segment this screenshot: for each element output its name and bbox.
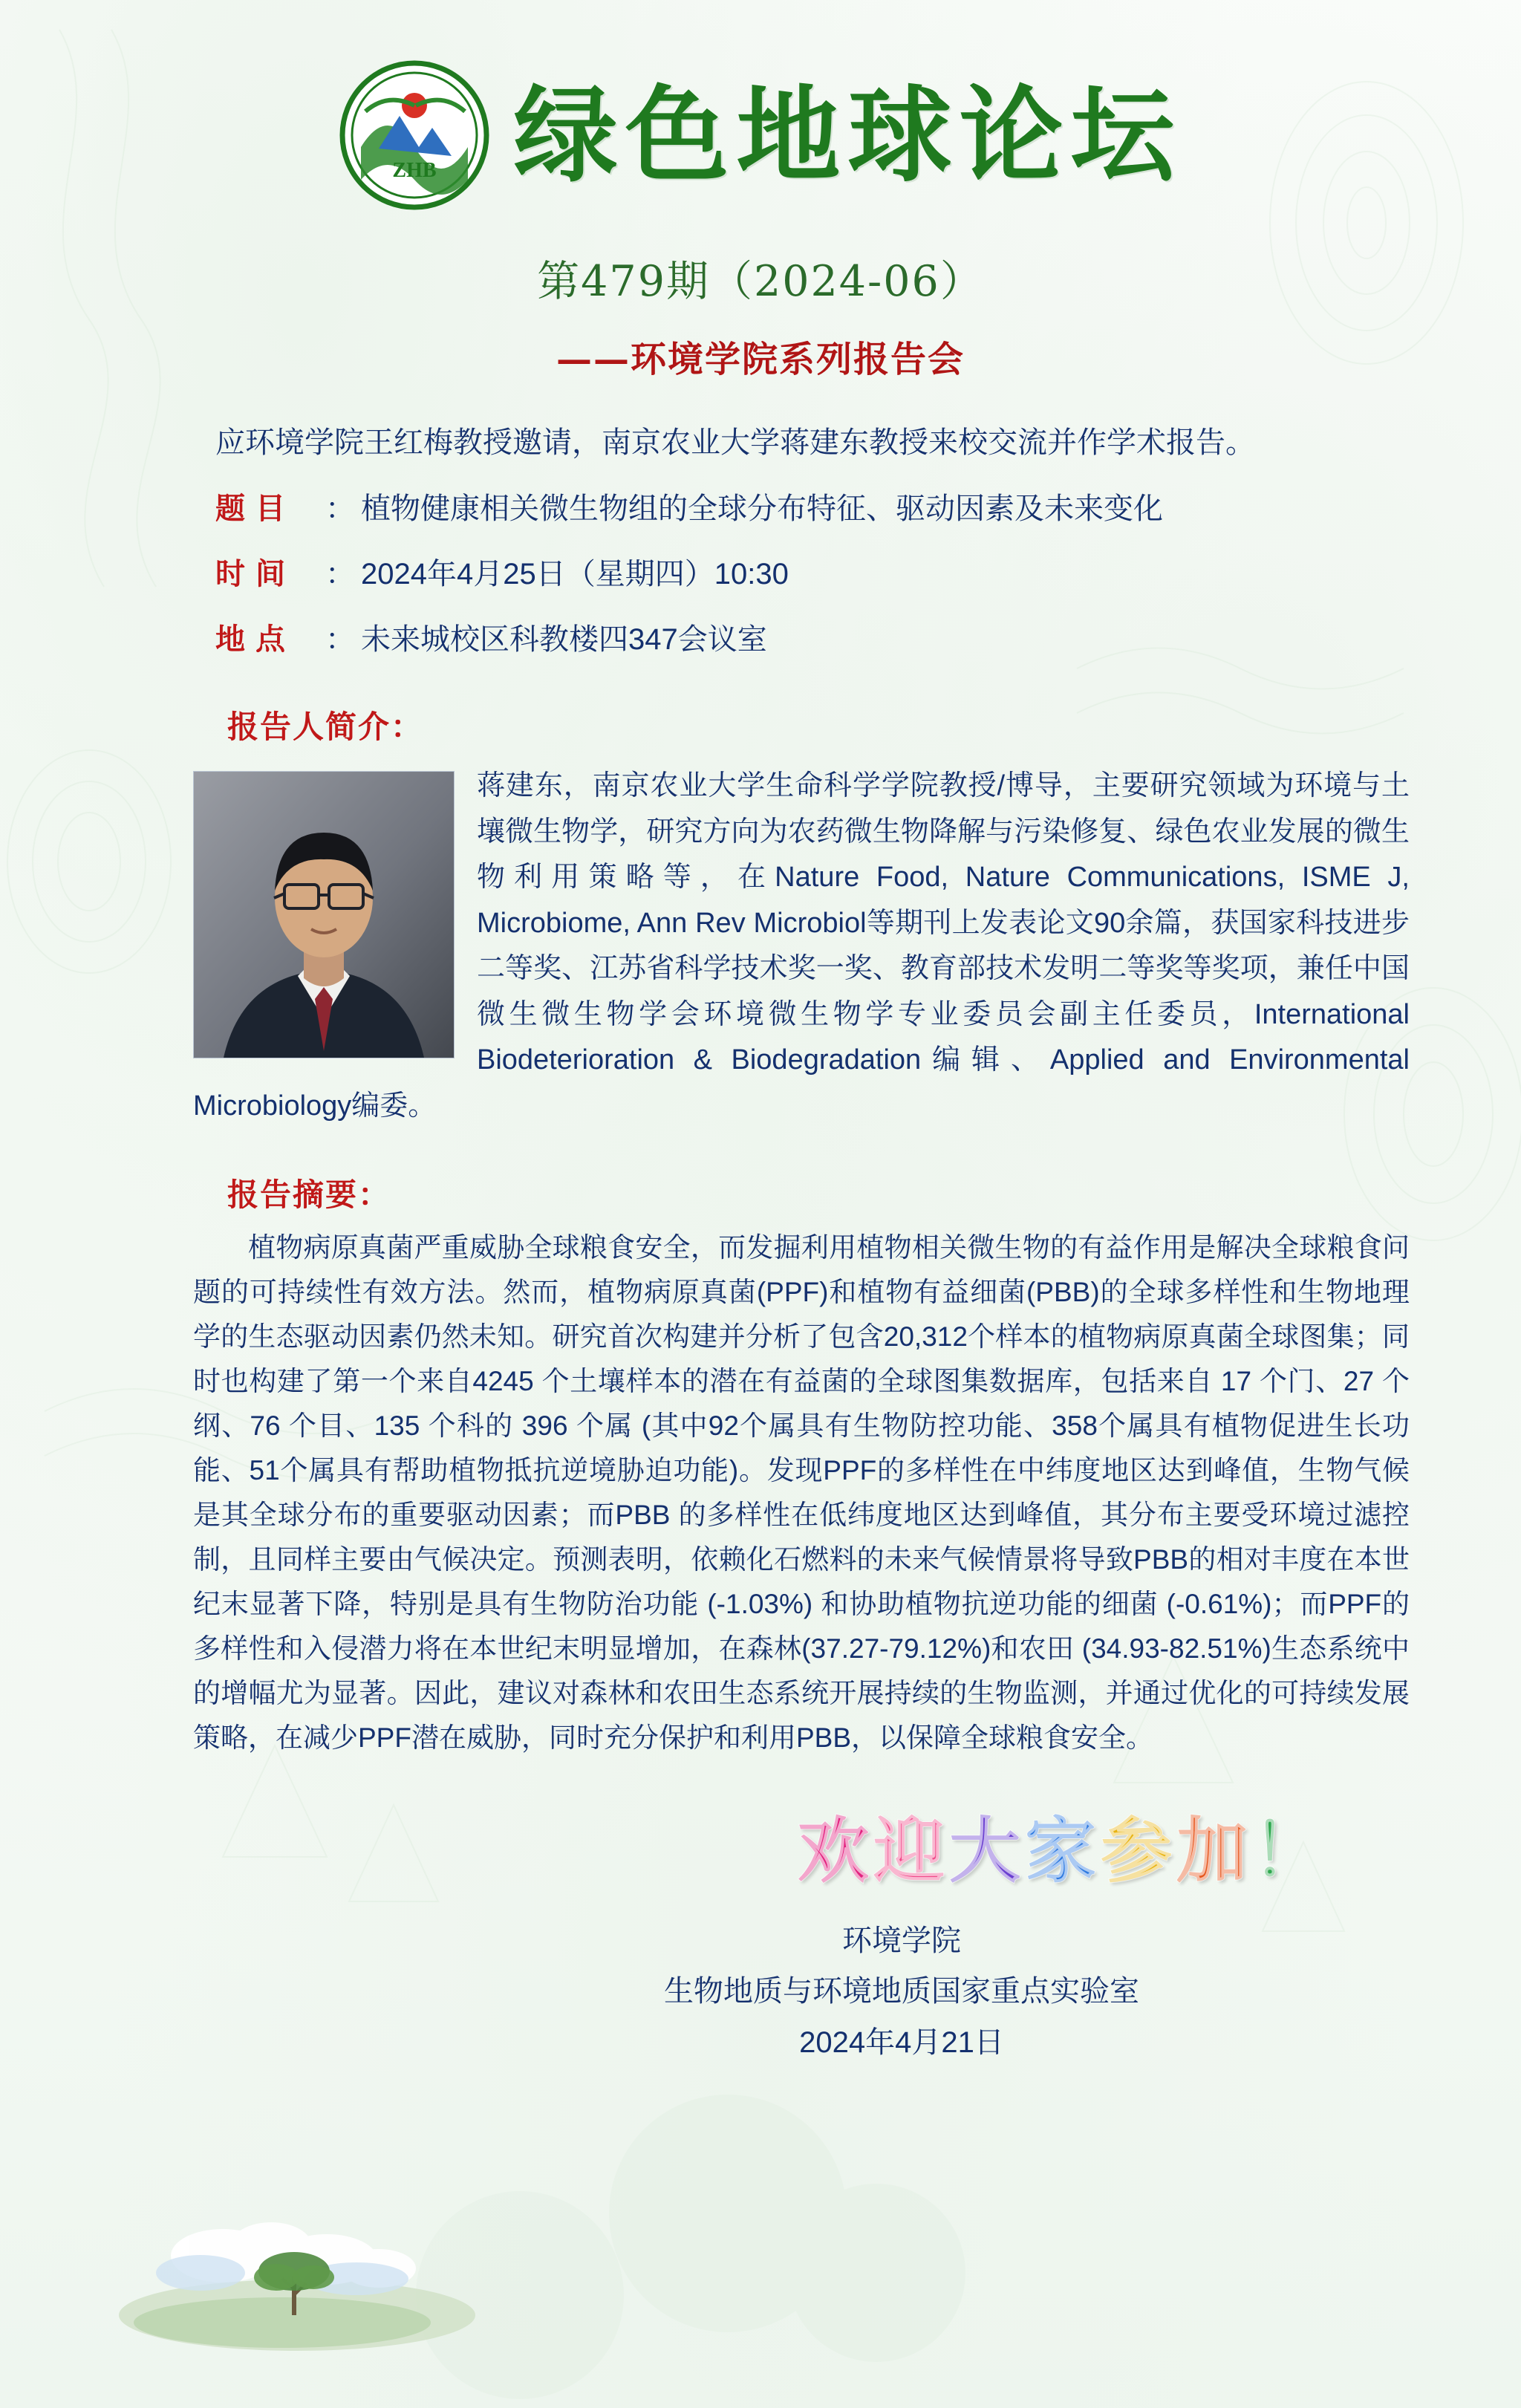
welcome-banner (82, 1794, 1439, 1896)
signature-line-2: 生物地质与环境地质国家重点实验室 (664, 1975, 1139, 2008)
series-subtitle: ——环境学院系列报告会 (556, 339, 965, 380)
invitation-text: 应环境学院王红梅教授邀请，南京农业大学蒋建东教授来校交流并作学术报告。 (215, 426, 1255, 459)
field-value-time: 2024年4月25日（星期四）10:30 (361, 558, 789, 590)
svg-text:ZHB: ZHB (392, 159, 437, 182)
page-title: 绿色地球论坛 (513, 74, 1182, 197)
field-row-topic (82, 487, 1439, 530)
speaker-bio-block (82, 764, 1439, 1129)
speaker-bio-heading: 报告人简介： (227, 709, 424, 744)
welcome-char-1: 迎 (873, 1808, 949, 1893)
welcome-char-2: 大 (949, 1808, 1025, 1893)
signature-block (82, 1916, 1439, 2069)
field-value-topic: 植物健康相关微生物组的全球分布特征、驱动因素及未来变化 (361, 492, 1163, 525)
speaker-bio-text: 蒋建东，南京农业大学生命科学学院教授/博导，主要研究领域为环境与土壤微生物学，研究方向为农药微生物降解与污染修复、绿色农业发展的微生物利用策略等，在Nature Food, Nature Communications, ISME J, Microbiome, Ann Rev Microbiol等期刊上发表论文90余篇，获国家科技进步二等奖、江苏省科学技术奖一奖、教育部技术发明二等奖等奖项，兼任中国微生微生物学会环境微生物学专业委员会副主任委员，International Biodeterioration & Biodegradation编辑、Applied and Environmental Microbiology编委。 (193, 770, 1410, 1122)
welcome-char-3: 家 (1025, 1808, 1101, 1893)
issue-number: 第479期（2024-06） (537, 257, 984, 306)
field-value-location: 未来城校区科教楼四347会议室 (361, 623, 767, 656)
field-colon-topic: ： (325, 492, 355, 525)
welcome-char-4: 参 (1101, 1808, 1176, 1893)
zhb-logo-icon (339, 59, 491, 212)
field-label-location: 地点 (215, 623, 296, 656)
abstract-text: 植物病原真菌严重威胁全球粮食安全，而发掘利用植物相关微生物的有益作用是解决全球粮食问题的可持续性有效方法。然而，植物病原真菌(PPF)和植物有益细菌(PBB)的全球多样性和生物地理学的生态驱动因素仍然未知。研究首次构建并分析了包含20,312个样本的植物病原真菌全球图集；同时也构建了第一个来自4245 个土壤样本的潜在有益菌的全球图集数据库，包括来自 17 个门、27 个纲、76 个目、135 个科的 396 个属 (其中92个属具有生物防控功能、358个属具有植物促进生长功能、51个属具有帮助植物抵抗逆境胁迫功能)。发现PPF的多样性在中纬度地区达到峰值，生物气候是其全球分布的重要驱动因素；而PBB 的多样性在低纬度地区达到峰值，其分布主要受环境过滤控制，且同样主要由气候决定。预测表明，依赖化石燃料的未来气候情景将导致PBB的相对丰度在本世纪末显著下降，特别是具有生物防治功能 (-1.03%) 和协助植物抗逆功能的细菌 (-0.61%)；而PPF的多样性和入侵潜力将在本世纪末明显增加，在森林(37.27-79.12%)和农田 (34.93-82.51%)生态系统中的增幅尤为显著。因此，建议对森林和农田生态系统开展持续的生物监测，并通过优化的可持续发展策略，在减少PPF潜在威胁，同时充分保护和利用PBB，以保障全球粮食安全。 (193, 1232, 1410, 1753)
welcome-char-6: ！ (1252, 1808, 1328, 1893)
field-colon-location: ： (325, 623, 355, 656)
speaker-portrait (193, 771, 455, 1058)
poster-content (0, 420, 1521, 2069)
landscape-illustration (111, 2185, 498, 2356)
field-label-time: 时间 (215, 558, 296, 590)
field-label-topic: 题目 (215, 492, 296, 525)
welcome-char-5: 加 (1176, 1808, 1252, 1893)
signature-line-3: 2024年4月21日 (799, 2026, 1004, 2060)
signature-line-1: 环境学院 (842, 1924, 961, 1957)
welcome-char-0: 欢 (798, 1808, 873, 1893)
abstract-heading: 报告摘要： (227, 1177, 391, 1213)
field-row-location (82, 618, 1439, 661)
field-colon-time: ： (325, 558, 355, 590)
field-row-time (82, 553, 1439, 596)
poster-header (0, 0, 1521, 212)
